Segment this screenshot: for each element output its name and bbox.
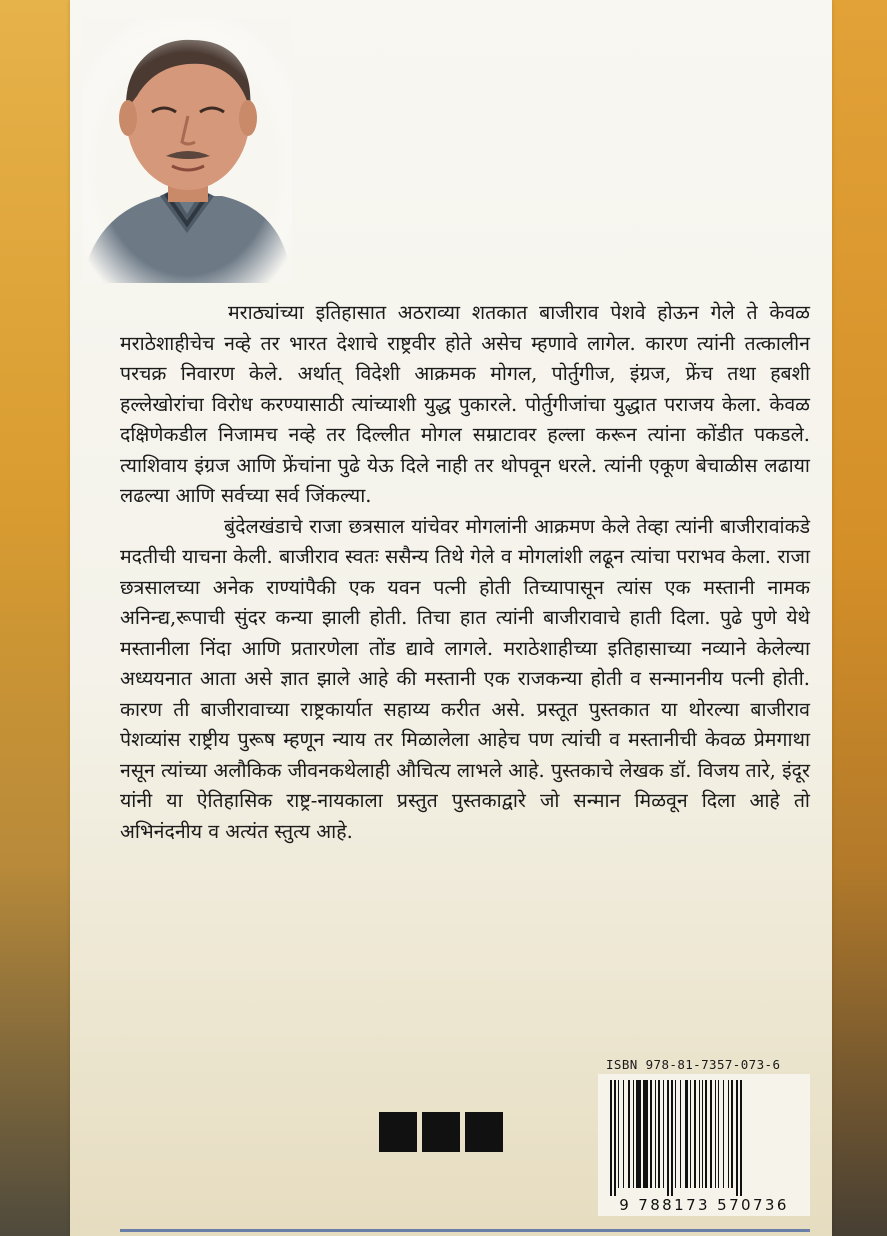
barcode-bar <box>658 1080 660 1188</box>
barcode-bar <box>694 1080 696 1188</box>
publisher-logo <box>379 1112 505 1152</box>
author-photo <box>82 18 292 283</box>
barcode-bar <box>715 1080 716 1188</box>
barcode-bar <box>702 1080 703 1188</box>
barcode-bar <box>671 1080 673 1196</box>
barcode-bar <box>663 1080 664 1188</box>
barcode-bar <box>710 1080 712 1188</box>
barcode-digits: 9 788173 570736 <box>598 1196 810 1214</box>
barcode-bar <box>685 1080 688 1188</box>
barcode-bar <box>680 1080 681 1188</box>
barcode-bar <box>650 1080 652 1188</box>
blurb-paragraph: बुंदेलखंडाचे राजा छत्रसाल यांचेवर मोगलांनी आक्रमण केले तेव्हा त्यांनी बाजीरावांकडे मदतीची याचना केली. बाजीराव स्वतः ससैन्य तिथे गेले व मोगलांशी लढून त्यांचा पराभव केला. राजा छत्रसालच्या अनेक राण्यांपैकी एक यवन पत्नी होती तिच्यापासून त्यांस एक मस्तानी नामक अनिन्द्य,रूपाची सुंदर कन्या झाली होती. तिचा हात त्यांनी बाजीरावाचे हाती दिला. पुढे पुणे येथे मस्तानीला निंदा आणि प्रतारणेला तोंड द्यावे लागले. मराठेशाहीच्या इतिहासाच्या नव्याने केलेल्या अध्ययनात आता असे ज्ञात झाले आहे की मस्तानी एक राजकन्या होती व सन्माननीय पत्नी होती. कारण ती बाजीरावाच्या राष्ट्रकार्यात सहाय्य करीत असे. प्रस्तूत पुस्तकात या थोरल्या बाजीराव पेशव्यांस राष्ट्रीय पुरूष म्हणून न्याय तर मिळालेला आहेच पण त्यांची व मस्तानीची केवळ प्रेमगाथा नसून त्यांच्या अलौकिक जीवनकथेलाही औचित्य लाभले आहे. पुस्तकाचे लेखक डॉ. विजय तारे, इंदूर यांनी या ऐतिहासिक राष्ट्र-नायकाला प्रस्तुत पुस्तकाद्वारे जो सन्मान मिळवून दिला आहे तो अभिनंदनीय व अत्यंत स्तुत्य आहे. <box>120 514 810 843</box>
blurb-paragraph: मराठ्यांच्या इतिहासात अठराव्या शतकात बाजीराव पेशवे होऊन गेले ते केवळ मराठेशाहीचेच नव्हे तर भारत देशाचे राष्ट्रवीर होते असेच म्हणावे लागेल. कारण त्यांनी तत्कालीन परचक्र निवारण केले. अर्थात् विदेशी आक्रमक मोगल, पोर्तुगीज, इंग्रज, फ्रेंच तथा हबशी हल्लेखोरांचा विरोध करण्यासाठी त्यांच्याशी युद्ध पुकारले. पोर्तुगीजांचा युद्धात पराजय केला. केवळ दक्षिणेकडील निजामच नव्हे तर दिल्लीत मोगल सम्राटावर हल्ला करून त्यांना कोंडीत पकडले. त्याशिवाय इंग्रज आणि फ्रेंचांना पुढे येऊ दिले नाही तर थोपवून धरले. त्यांनी एकूण बेचाळीस लढाया लढल्या आणि सर्वच्या सर्व जिंकल्या. <box>120 301 810 507</box>
barcode-bar <box>655 1080 656 1188</box>
barcode-bar <box>699 1080 700 1188</box>
barcode-bar <box>690 1080 691 1188</box>
barcode-bar <box>740 1080 742 1196</box>
barcode-bar <box>639 1080 641 1188</box>
barcode-bar <box>614 1080 616 1196</box>
barcode-bar <box>736 1080 738 1196</box>
logo-block <box>465 1112 503 1152</box>
barcode-bar <box>636 1080 639 1188</box>
logo-block <box>379 1112 417 1152</box>
barcode-bar <box>633 1080 634 1188</box>
barcode-bar <box>718 1080 719 1188</box>
cover-right-edge <box>832 0 887 1236</box>
barcode-bar <box>705 1080 707 1188</box>
logo-block <box>422 1112 460 1152</box>
barcode-bar <box>628 1080 630 1188</box>
barcode-bar <box>675 1080 676 1188</box>
barcode-bar <box>667 1080 669 1196</box>
barcode-bar <box>623 1080 624 1188</box>
barcode-bar <box>723 1080 724 1188</box>
barcode <box>598 1074 810 1216</box>
isbn-label: ISBN 978-81-7357-073-6 <box>606 1057 781 1072</box>
barcode-bar <box>646 1080 648 1188</box>
cover-left-edge <box>0 0 70 1236</box>
back-cover-blurb <box>120 298 810 847</box>
barcode-bar <box>643 1080 646 1188</box>
barcode-bar <box>618 1080 619 1188</box>
bottom-rule <box>120 1229 810 1232</box>
barcode-bar <box>731 1080 733 1188</box>
barcode-bar <box>728 1080 729 1188</box>
barcode-bar <box>610 1080 612 1196</box>
